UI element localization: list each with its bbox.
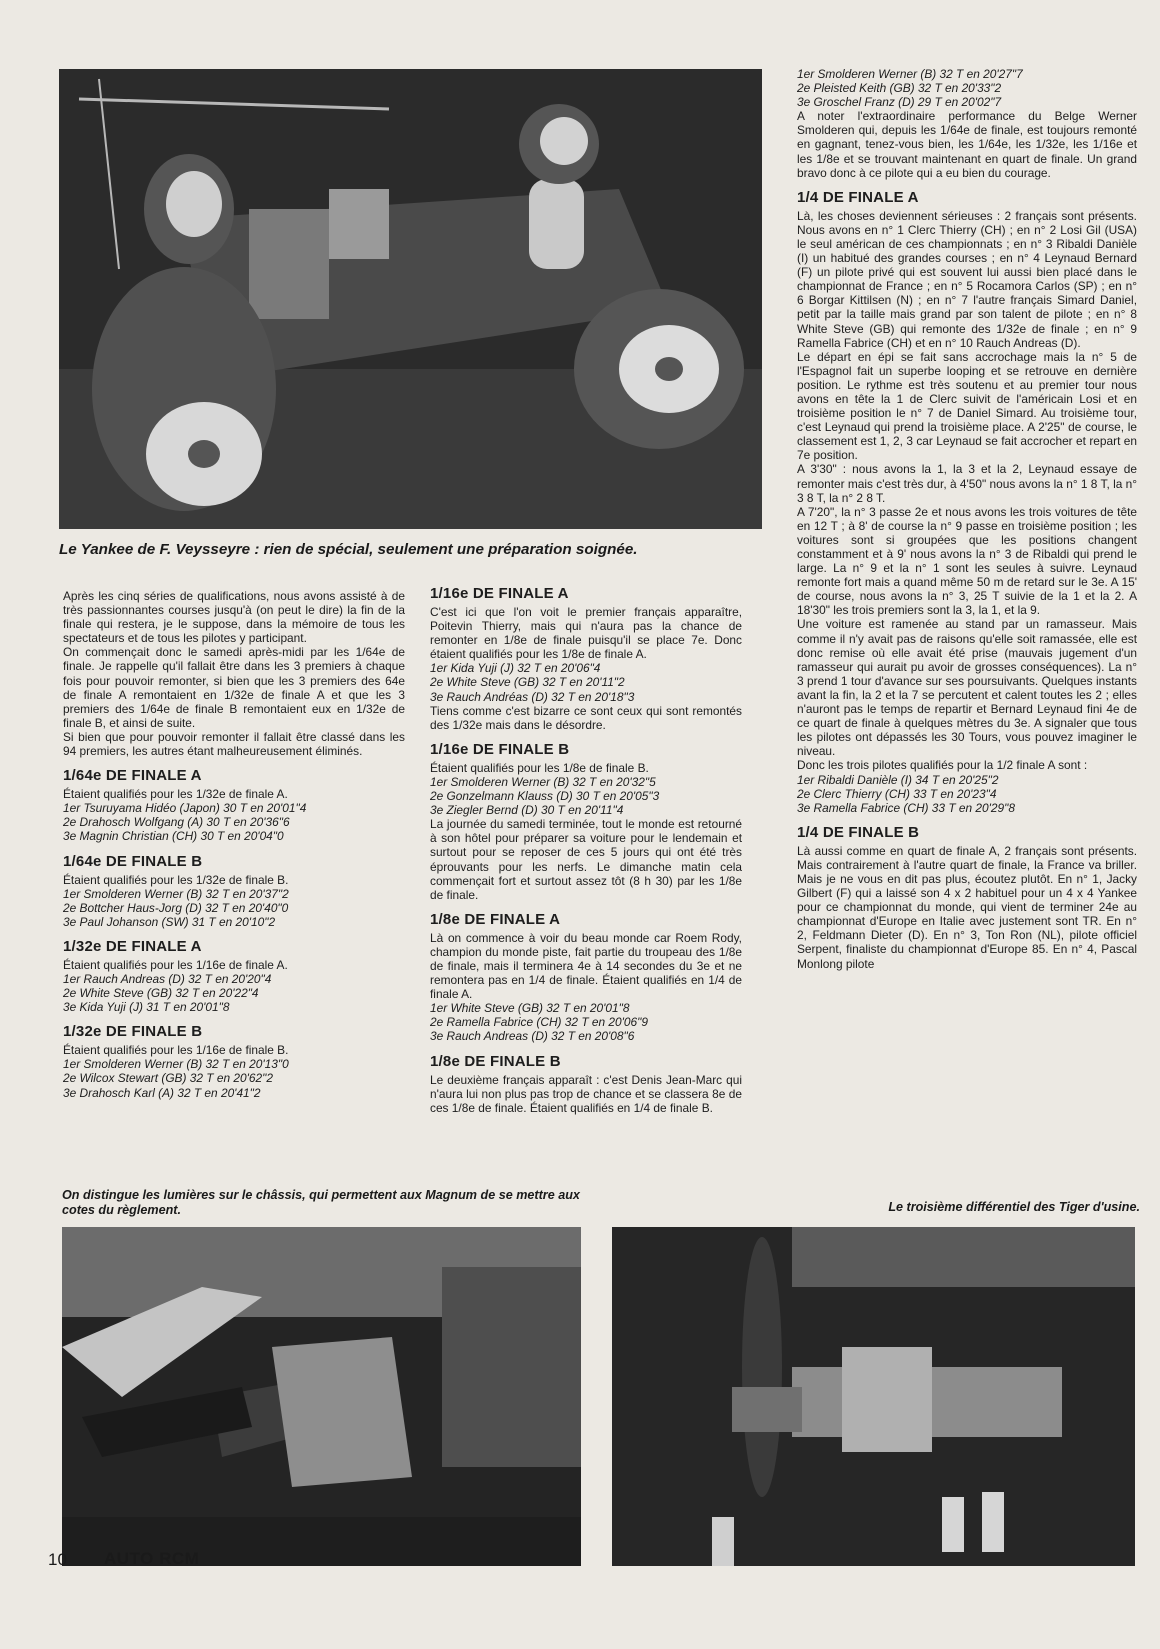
section-text: Étaient qualifiés pour les 1/8e de finale B. [430, 760, 649, 775]
result-line: 1er Smolderen Werner (B) 32 T en 20'37"2 [63, 886, 289, 901]
section-heading: 1/64e DE FINALE B [63, 852, 203, 870]
result-line: 3e Rauch Andréas (D) 32 T en 20'18"3 [430, 689, 635, 704]
result-line: 3e Ziegler Bernd (D) 30 T en 20'11"4 [430, 803, 624, 818]
section-heading: 1/8e DE FINALE A [430, 910, 561, 928]
chassis-photo [62, 1227, 581, 1566]
column-1 [63, 589, 405, 1100]
section-text: A 3'30" : nous avons la 1, la 3 et la 2, Leynaud essaye de remonter mais c'est très dur, à 4'50" nous avons la n° 1 8 T, la n° 3 8 T, la n° 2 8 T. [797, 462, 1137, 505]
result-line: 3e Magnin Christian (CH) 30 T en 20'04"0 [63, 829, 284, 844]
result-line: 3e Groschel Franz (D) 29 T en 20'02"7 [797, 95, 1002, 110]
section-text: Étaient qualifiés pour les 1/16e de finale A. [63, 957, 288, 972]
magazine-name: AUTO RCM [104, 1549, 200, 1568]
result-line: 2e Wilcox Stewart (GB) 32 T en 20'62"2 [63, 1071, 273, 1086]
section-heading: 1/32e DE FINALE B [63, 1023, 203, 1041]
section-text: La journée du samedi terminée, tout le monde est retourné à son hôtel pour préparer sa voiture pour le lendemain et surtout pour se reposer de ces 5 jours qui ont été très éprouvants pour les nerfs. Le dimanche matin cela commençait fort et surtout assez tôt (8 h 30) par les 1/8e de finale. [430, 817, 742, 902]
buggy-photo [59, 69, 762, 529]
section-text: A 7'20", la n° 3 passe 2e et nous avons les trois voitures de tête en 12 T ; à 8' de course la n° 9 passe en troisième position ; les voitures sont si groupées que les positions changent constamment et à 9' nous avons la n° 3 de Ribaldi qui prend le large. La n° 9 et la n° 1 sont les seules à suivre. Leynaud remonte fort mais a quand même 50 m de retard sur le 3e. A 15' de course, nous avons la n° 3, 25 T suivie de la 1 et la 2. A 18'30" les trois premiers sont la 3, la 1, et la 9. [797, 504, 1137, 618]
result-line: 3e Kida Yuji (J) 31 T en 20'01"8 [63, 1000, 230, 1015]
section-text: A noter l'extraordinaire performance du Belge Werner Smolderen qui, depuis les 1/64e de finale, est toujours remonté en gagnant, tenez-vous bien, les 1/64e, les 1/32e, les 1/16e et les 1/8e et se trouvant maintenant en quart de finale. Un grand bravo donc à ce pilote qui a eu bien du courage. [797, 109, 1137, 180]
result-line: 2e Clerc Thierry (CH) 33 T en 20'23"4 [797, 786, 997, 801]
result-line: 1er Smolderen Werner (B) 32 T en 20'13"0 [63, 1057, 289, 1072]
section-heading: 1/64e DE FINALE A [63, 767, 202, 785]
section-heading: 1/16e DE FINALE A [430, 585, 569, 602]
bottom-right-caption: Le troisième différentiel des Tiger d'usine. [888, 1200, 1140, 1214]
result-line: 1er Kida Yuji (J) 32 T en 20'06"4 [430, 661, 601, 676]
section-text: Le départ en épi se fait sans accrochage mais la n° 5 de l'Espagnol fait un superbe looping et se retrouve en dernière position. Le rythme est très soutenu et au premier tour nous avons en tête la 1 de Clerc suivit de l'américain Losi et en troisième position le n° 7 de Daniel Simard. Au troisième tour, c'est Leynaud qui prend la troisième place. A 2'25" de course, le classement est 1, 2, 3 car Leynaud se fait accrocher et repart en 7e position. [797, 349, 1137, 463]
result-line: 2e Bottcher Haus-Jorg (D) 32 T en 20'40"0 [63, 900, 289, 915]
result-line: 1er White Steve (GB) 32 T en 20'01"8 [430, 1001, 630, 1016]
result-line: 1er Smolderen Werner (B) 32 T en 20'27"7 [797, 67, 1023, 81]
column-2 [430, 585, 742, 1115]
result-line: 1er Smolderen Werner (B) 32 T en 20'32"5 [430, 774, 656, 789]
section-text: Là on commence à voir du beau monde car Roem Rody, champion du monde piste, fait partie du troupeau des 1/8e de finale, mais il terminera 4e à 14 secondes du 3e et ne remontera pas en 1/4 de finale. Étaient qualifiés en 1/4 de finale A. [430, 930, 742, 1002]
section-text: Étaient qualifiés pour les 1/32e de finale A. [63, 787, 288, 802]
result-line: 1er Rauch Andreas (D) 32 T en 20'20"4 [63, 971, 272, 986]
result-line: 3e Rauch Andreas (D) 32 T en 20'08"6 [430, 1029, 635, 1044]
page-number: 10 [48, 1550, 67, 1569]
bottom-left-caption: On distingue les lumières sur le châssis, qui permettent aux Magnum de se mettre aux cotes du règlement. [62, 1188, 580, 1217]
section-text: Donc les trois pilotes qualifiés pour la 1/2 finale A sont : [797, 758, 1088, 773]
intro-paragraph-1: Après les cinq séries de qualifications, nous avons assisté à de très passionnantes courses jusqu'à (on peut le dire) la fin de la finale qui restera, je le suppose, dans la mémoire de tous les spectateurs et de tous les pilotes y participant. [63, 589, 405, 646]
result-line: 3e Drahosch Karl (A) 32 T en 20'41"2 [63, 1085, 261, 1100]
result-line: 2e Ramella Fabrice (CH) 32 T en 20'06"9 [430, 1015, 648, 1030]
buggy-illustration [59, 69, 762, 529]
section-text: C'est ici que l'on voit le premier français apparaître, Poitevin Thierry, mais qui n'aura pas la chance de remonter en 1/8e de finale puisqu'il se place 7e. Donc étaient qualifiés pour les 1/8e de finale A. [430, 605, 742, 662]
section-text: Le deuxième français apparaît : c'est Denis Jean-Marc qui n'aura lui non plus pas trop de chance et se classera 8e de ces 1/8e de finale. Étaient qualifiés en 1/4 de finale B. [430, 1072, 742, 1115]
section-text: Une voiture est ramenée au stand par un ramasseur. Mais comme il n'y avait pas de raisons qu'elle soit ramassée, elle est donc remise où elle avait été prise (mauvais jugement d'un ramasseur qui aurait pu avoir de grosses conséquences). La n° 3 prend 1 tour d'avance sur ses poursuivants. Quelques instants avant la fin, la 2 et la 7 se percutent et calent toutes les 2 ; elles n'auront pas le temps de repartir et Bernard Leynaud fini 4e de ce quart de finale à quelques mètres du 3e. A signaler que tous les pilotes ont dépassés les 30 Tours, vous pouvez imaginer le niveau. [797, 617, 1137, 759]
chassis-illustration [62, 1227, 581, 1566]
section-heading: 1/8e DE FINALE B [430, 1052, 561, 1070]
intro-paragraph-2: On commençait donc le samedi après-midi par les 1/64e de finale. Je rappelle qu'il fallait être dans les 3 premiers à chaque fois pour pouvoir remonter, si bien que les 3 premiers des 64e de finale A remontaient en 1/32e de finale A et que les 3 premiers des 1/64e de finale B remontaient eux en 1/32e de finale B, et ainsi de suite. [63, 645, 405, 730]
result-line: 2e White Steve (GB) 32 T en 20'11"2 [430, 675, 625, 690]
section-text: Là, les choses deviennent sérieuses : 2 français sont présents. Nous avons en n° 1 Clerc Thierry (CH) ; en n° 2 Losi Gil (USA) le seul américan de ces championnats ; en n° 3 Ribaldi Danièle (I) un habitué des grandes courses ; en n° 4 Leynaud Bernard (F) un pilote privé qui est souvent lui aussi bien placé dans le championnat de France ; en n° 5 Rocamora Carlos (SP) ; en n° 6 Borgar Kittilsen (N) ; en n° 7 l'autre français Simard Daniel, petit par la taille mais grand par son talent de pilote ; en n° 8 White Steve (GB) qui remonte des 1/32e de finale ; en n° 9 Ramella Fabrice (CH) et en n° 10 Rauch Andreas (D). [797, 208, 1137, 350]
section-text: Étaient qualifiés pour les 1/16e de finale B. [63, 1043, 289, 1058]
result-line: 2e Gonzelmann Klauss (D) 30 T en 20'05"3 [430, 789, 660, 804]
top-photo-caption: Le Yankee de F. Veysseyre : rien de spécial, seulement une préparation soignée. [59, 541, 638, 558]
column-3 [797, 67, 1137, 971]
result-line: 3e Ramella Fabrice (CH) 33 T en 20'29"8 [797, 800, 1015, 815]
section-heading: 1/4 DE FINALE A [797, 188, 919, 206]
section-text: Tiens comme c'est bizarre ce sont ceux qui sont remontés des 1/32e mais dans le désordre. [430, 703, 742, 732]
result-line: 2e Pleisted Keith (GB) 32 T en 20'33"2 [797, 81, 1002, 96]
section-heading: 1/4 DE FINALE B [797, 823, 920, 841]
result-line: 2e White Steve (GB) 32 T en 20'22"4 [63, 986, 259, 1001]
section-text: Là aussi comme en quart de finale A, 2 français sont présents. Mais contrairement à l'autre quart de finale, la France va briller. Mais je ne vous en dit pas plus, écoutez plutôt. En n° 1, Jacky Gilbert (F) qui a laissé son 4 x 2 habituel pour un 4 x 4 Yankee pour ce championnat du monde, qui vient de terminer 24e au championnat d'Europe en Italie avec justement sont TR. En n° 2, Feldmann Dieter (D). En n° 3, Ton Ron (NL), pilote officiel Serpent, finaliste du championnat d'Europe 85. En n° 4, Pascal Monlong pilote [797, 843, 1137, 971]
section-text: Étaient qualifiés pour les 1/32e de finale B. [63, 872, 289, 887]
result-line: 3e Paul Johanson (SW) 31 T en 20'10"2 [63, 914, 276, 929]
result-line: 1er Ribaldi Danièle (I) 34 T en 20'25"2 [797, 772, 999, 787]
differential-photo [612, 1227, 1135, 1566]
section-heading: 1/16e DE FINALE B [430, 740, 570, 758]
intro-paragraph-3: Si bien que pour pouvoir remonter il fallait être classé dans les 94 premiers, les autres étant malheureusement éliminés. [63, 729, 405, 759]
differential-illustration [612, 1227, 1135, 1566]
result-line: 2e Drahosch Wolfgang (A) 30 T en 20'36"6 [63, 815, 290, 830]
result-line: 1er Tsuruyama Hidéo (Japon) 30 T en 20'01"4 [63, 801, 307, 816]
section-heading: 1/32e DE FINALE A [63, 937, 202, 955]
